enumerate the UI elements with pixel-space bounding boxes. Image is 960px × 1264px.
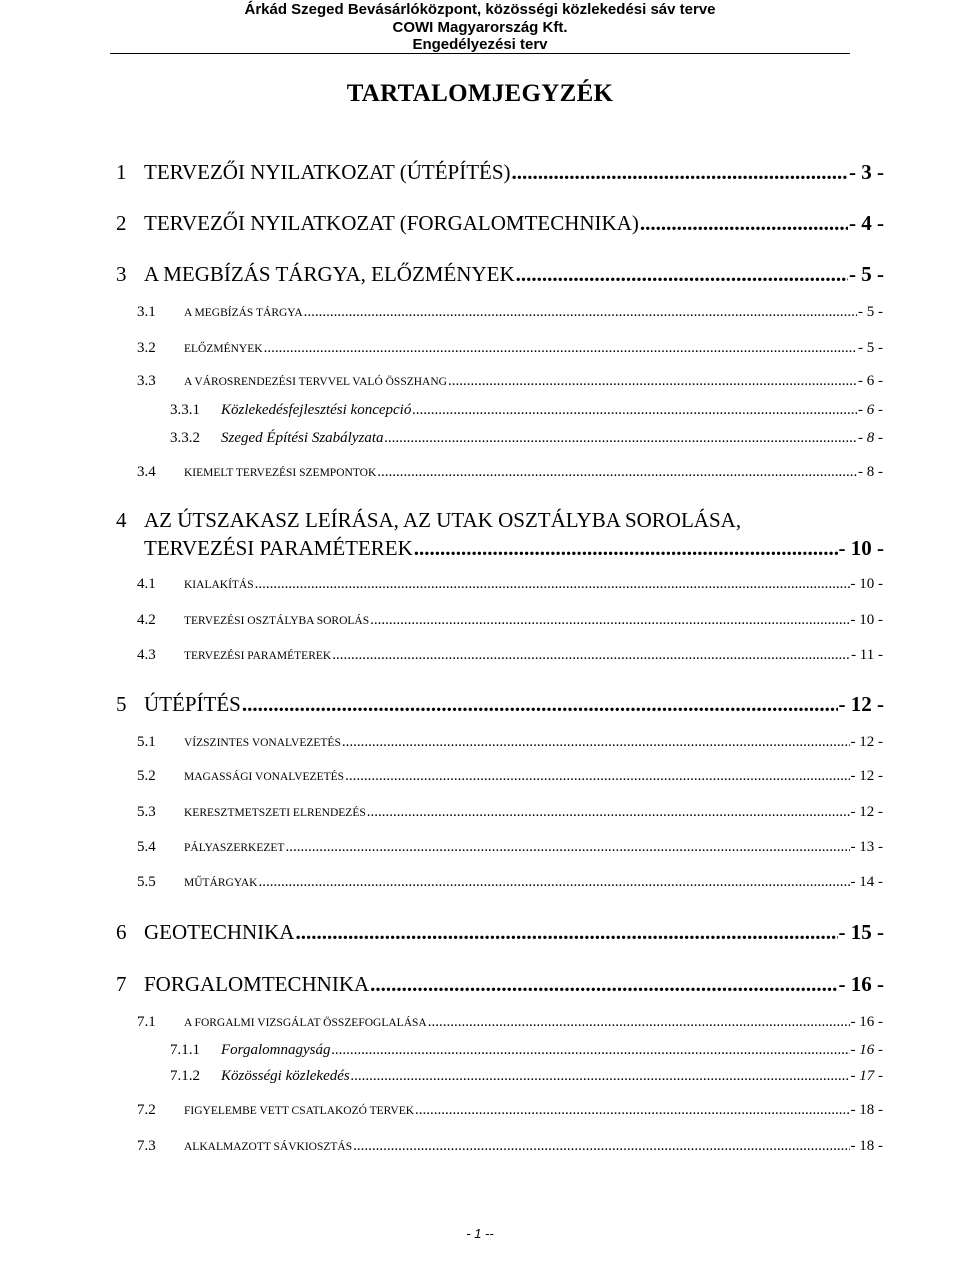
toc-page-number: - 10 - <box>838 536 884 560</box>
toc-number: 4 <box>116 508 127 532</box>
toc-number: 4.2 <box>137 612 156 628</box>
toc-page-number: - 13 - <box>850 839 883 855</box>
toc-entry-5-5[interactable] <box>137 874 883 891</box>
toc-leader <box>242 692 838 717</box>
header-divider <box>110 53 850 54</box>
toc-leader <box>285 839 849 856</box>
toc-entry-6[interactable] <box>116 920 884 945</box>
toc-leader <box>332 647 850 664</box>
toc-number: 5.5 <box>137 874 156 890</box>
toc-entry-3-4[interactable] <box>137 464 883 481</box>
toc-page-number: - 4 - <box>849 211 884 235</box>
toc-number: 3.3 <box>137 373 156 389</box>
toc-entry-5-1[interactable] <box>137 734 883 751</box>
page-footer-number: - 1 -- <box>466 1226 494 1241</box>
toc-page-number: - 16 - <box>838 972 884 996</box>
toc-number: 1 <box>116 160 127 184</box>
toc-page-number: - 12 - <box>850 734 883 750</box>
toc-entry-7-1-2[interactable] <box>170 1068 883 1085</box>
toc-title: GEOTECHNIKA <box>144 920 295 944</box>
toc-title: Szeged Építési Szabályzata <box>221 430 384 446</box>
toc-leader <box>258 874 849 891</box>
toc-title: A MEGBÍZÁS TÁRGYA <box>184 307 303 319</box>
toc-leader <box>353 1138 849 1155</box>
toc-entry-5[interactable] <box>116 692 884 717</box>
toc-title: FORGALOMTECHNIKA <box>144 972 370 996</box>
toc-page-number: - 12 - <box>838 692 884 716</box>
toc-page-number: - 6 - <box>858 402 883 418</box>
toc-page-number: - 11 - <box>851 647 883 663</box>
toc-number: 2 <box>116 211 127 235</box>
toc-page-number: - 14 - <box>850 874 883 890</box>
toc-title: Forgalomnagyság <box>221 1042 331 1058</box>
toc-entry-5-4[interactable] <box>137 839 883 856</box>
toc-title: KIALAKÍTÁS <box>184 579 254 591</box>
toc-title: KIEMELT TERVEZÉSI SZEMPONTOK <box>184 467 377 479</box>
toc-page-number: - 12 - <box>850 768 883 784</box>
toc-leader <box>370 972 837 997</box>
toc-page-number: - 16 - <box>850 1042 883 1058</box>
toc-leader <box>331 1042 849 1059</box>
toc-entry-7-1[interactable] <box>137 1014 883 1031</box>
toc-title: ALKALMAZOTT SÁVKIOSZTÁS <box>184 1141 353 1153</box>
toc-number: 6 <box>116 920 127 944</box>
header-plan-type: Engedélyezési terv <box>412 36 548 53</box>
toc-leader <box>345 768 849 785</box>
toc-number: 3 <box>116 262 127 286</box>
toc-leader <box>304 304 857 321</box>
toc-number: 4.1 <box>137 576 156 592</box>
toc-number: 5.3 <box>137 804 156 820</box>
toc-leader <box>370 612 849 629</box>
toc-page-number: - 16 - <box>850 1014 883 1030</box>
header-company: COWI Magyarország Kft. <box>392 18 568 36</box>
toc-entry-5-2[interactable] <box>137 768 883 785</box>
toc-entry-7[interactable] <box>116 972 884 997</box>
toc-entry-4[interactable] <box>144 536 884 561</box>
toc-title: TERVEZŐI NYILATKOZAT (ÚTÉPÍTÉS) <box>144 160 511 184</box>
toc-leader <box>448 373 857 390</box>
toc-entry-3-3-2[interactable] <box>170 430 883 447</box>
page-title: TARTALOMJEGYZÉK <box>346 80 614 107</box>
toc-title: PÁLYASZERKEZET <box>184 842 285 854</box>
toc-page-number: - 5 - <box>858 304 883 320</box>
toc-number: 5.1 <box>137 734 156 750</box>
toc-number: 5.4 <box>137 839 156 855</box>
toc-entry-5-3[interactable] <box>137 804 883 821</box>
toc-title: TERVEZŐI NYILATKOZAT (FORGALOMTECHNIKA) <box>144 211 639 235</box>
toc-page-number: - 18 - <box>850 1138 883 1154</box>
toc-leader <box>512 160 848 185</box>
document-header <box>0 0 960 54</box>
toc-title: TERVEZÉSI OSZTÁLYBA SOROLÁS <box>184 615 370 627</box>
toc-title: A MEGBÍZÁS TÁRGYA, ELŐZMÉNYEK <box>144 262 515 286</box>
toc-leader <box>342 734 850 751</box>
toc-title-line1: AZ ÚTSZAKASZ LEÍRÁSA, AZ UTAK OSZTÁLYBA SOROLÁSA, <box>144 508 742 532</box>
toc-number: 3.1 <box>137 304 156 320</box>
toc-page-number: - 8 - <box>858 430 883 446</box>
toc-page-number: - 18 - <box>850 1102 883 1118</box>
toc-title: Közösségi közlekedés <box>221 1068 350 1084</box>
toc-title: A VÁROSRENDEZÉSI TERVVEL VALÓ ÖSSZHANG <box>184 376 447 388</box>
toc-title: TERVEZÉSI PARAMÉTEREK <box>184 650 332 662</box>
toc-entry-4-2[interactable] <box>137 612 883 629</box>
toc-entry-2[interactable] <box>116 211 884 236</box>
toc-leader <box>428 1014 850 1031</box>
toc-page-number: - 5 - <box>849 262 884 286</box>
toc-number: 3.2 <box>137 340 156 356</box>
toc-leader <box>414 536 838 561</box>
toc-entry-7-1-1[interactable] <box>170 1042 883 1059</box>
toc-entry-4-line1[interactable] <box>116 508 884 533</box>
toc-number: 4.3 <box>137 647 156 663</box>
toc-entry-4-1[interactable] <box>137 576 883 593</box>
toc-leader <box>412 402 857 419</box>
toc-entry-7-2[interactable] <box>137 1102 883 1119</box>
toc-entry-7-3[interactable] <box>137 1138 883 1155</box>
toc-title: FIGYELEMBE VETT CSATLAKOZÓ TERVEK <box>184 1105 415 1117</box>
toc-title: Közlekedésfejlesztési koncepció <box>221 402 412 418</box>
toc-number: 3.3.2 <box>170 430 200 446</box>
toc-page-number: - 17 - <box>850 1068 883 1084</box>
toc-entry-3-3[interactable] <box>137 373 883 390</box>
toc-number: 7.1.2 <box>170 1068 200 1084</box>
toc-number: 7.1.1 <box>170 1042 200 1058</box>
toc-entry-3-3-1[interactable] <box>170 402 883 419</box>
toc-leader <box>295 920 837 945</box>
toc-title: A FORGALMI VIZSGÁLAT ÖSSZEFOGLALÁSA <box>184 1017 427 1029</box>
toc-title: TERVEZÉSI PARAMÉTEREK <box>144 536 413 560</box>
toc-leader <box>264 340 857 357</box>
toc-entry-3-2[interactable] <box>137 340 883 357</box>
toc-title: KERESZTMETSZETI ELRENDEZÉS <box>184 807 366 819</box>
toc-leader <box>255 576 850 593</box>
toc-leader <box>377 464 857 481</box>
toc-page-number: - 3 - <box>849 160 884 184</box>
toc-title: VÍZSZINTES VONALVEZETÉS <box>184 737 341 749</box>
toc-page-number: - 10 - <box>850 576 883 592</box>
toc-title: MŰTÁRGYAK <box>184 877 258 889</box>
toc-number: 3.3.1 <box>170 402 200 418</box>
toc-number: 7.3 <box>137 1138 156 1154</box>
toc-number: 7 <box>116 972 127 996</box>
toc-entry-4-3[interactable] <box>137 647 883 664</box>
toc-number: 7.1 <box>137 1014 156 1030</box>
toc-entry-3[interactable] <box>116 262 884 287</box>
toc-title: ELŐZMÉNYEK <box>184 343 263 355</box>
toc-title: ÚTÉPÍTÉS <box>144 692 241 716</box>
toc-entry-1[interactable] <box>116 160 884 185</box>
toc-page-number: - 15 - <box>838 920 884 944</box>
toc-leader <box>351 1068 850 1085</box>
toc-page-number: - 5 - <box>858 340 883 356</box>
toc-page-number: - 6 - <box>858 373 883 389</box>
toc-number: 5 <box>116 692 127 716</box>
header-project-title: Árkád Szeged Bevásárlóközpont, közösségi közlekedési sáv terve <box>244 1 716 18</box>
toc-leader <box>415 1102 849 1119</box>
toc-leader <box>367 804 850 821</box>
toc-title: MAGASSÁGI VONALVEZETÉS <box>184 771 345 783</box>
toc-number: 5.2 <box>137 768 156 784</box>
toc-leader <box>516 262 848 287</box>
toc-page-number: - 8 - <box>858 464 883 480</box>
toc-leader <box>640 211 848 236</box>
toc-number: 7.2 <box>137 1102 156 1118</box>
toc-page-number: - 12 - <box>850 804 883 820</box>
toc-leader <box>384 430 857 447</box>
toc-entry-3-1[interactable] <box>137 304 883 321</box>
toc-number: 3.4 <box>137 464 156 480</box>
toc-page-number: - 10 - <box>850 612 883 628</box>
